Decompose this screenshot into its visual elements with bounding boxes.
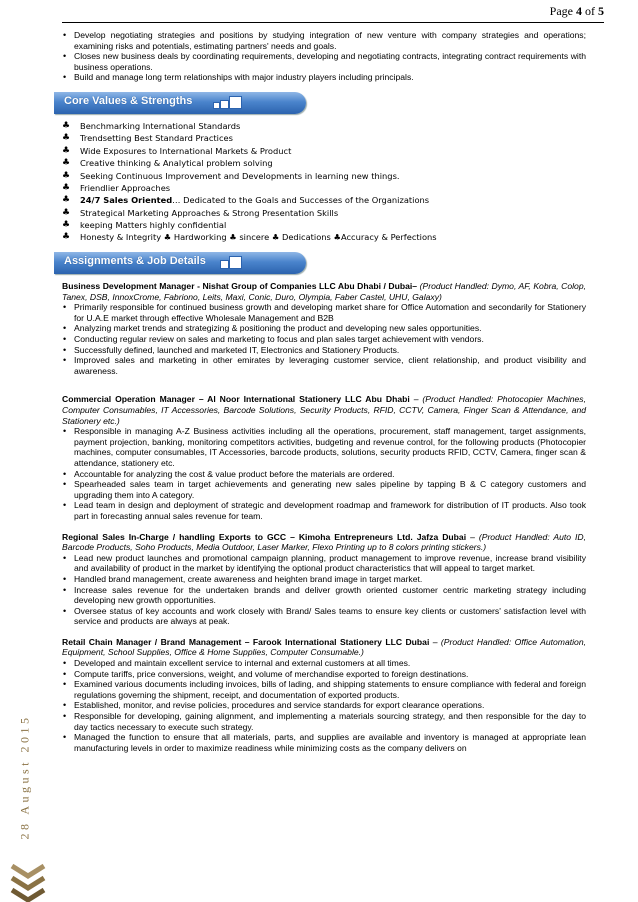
list-item: ♣ Benchmarking International Standards — [62, 120, 241, 131]
list-item: • Analyzing market trends and strategizing & positioning the product and developing new sales opportunities. — [60, 323, 586, 334]
job-entry — [60, 281, 586, 376]
job-entry — [60, 532, 586, 627]
list-item: • Managed the function to ensure that all materials, parts, and supplies are available and inventory is managed at appropriate lean manufacturing levels in order to maximize readiness while minimizing costs as the company delivers on — [60, 732, 586, 753]
job-heading: Retail Chain Manager / Brand Management – Farook International Stationery LLC Dubai – (Product Handled: Office Automation, Equipment, School Supplies, Office & Home Supplies, Computer Consumable.) — [62, 636, 586, 658]
page-total: 5 — [598, 4, 604, 18]
page-number — [550, 4, 604, 19]
club-icon: ♣ — [62, 120, 71, 131]
list-item: • Conducting regular review on sales and marketing to focus and plan sales target achievement with vendors. — [60, 334, 586, 345]
section-title: Core Values & Strengths — [64, 94, 193, 107]
club-icon: ♣ — [62, 145, 71, 156]
job-bullets — [60, 302, 586, 376]
list-item: ♣ Trendsetting Best Standard Practices — [62, 133, 233, 144]
job-heading: Business Development Manager - Nishat Group of Companies LLC Abu Dhabi / Dubai– (Product Handled: Dymo, AF, Kobra, Colop, Tanex, DSB, InnoxCrome, Fabriono, Leits, Maxi, Conic, Duro, Olympia, Faber Castel, UHU, Galaxy) — [62, 281, 587, 302]
list-item: ♣ Honesty & Integrity ♣ Hardworking ♣ sincere ♣ Dedications ♣Accuracy & Perfections — [62, 232, 437, 243]
intro-list — [60, 30, 586, 83]
page-current: 4 — [576, 4, 582, 18]
list-item: • Accountable for analyzing the cost & value product before the materials are ordered. — [60, 469, 586, 480]
list-item: • Primarily responsible for continued business growth and developing market share for Office Automation and secondarily for Stationery for U.A.E market through effective Wholesale Management and B2B — [60, 302, 586, 323]
list-item: • Examined various documents including invoices, bills of lading, and shipping statements to ensure compliance with federal and foreign regulations governing the shipment, receipt, and documentation of exported products. — [60, 679, 586, 700]
job-entry — [60, 394, 586, 521]
core-values-banner — [54, 89, 586, 115]
list-item: • Successfully defined, launched and marketed IT, Electronics and Stationery Products. — [60, 345, 586, 356]
list-item: ♣ 24/7 Sales Oriented… Dedicated to the Goals and Successes of the Organizations — [62, 195, 430, 206]
list-item: • Compute tariffs, price conversions, weight, and volume of merchandise exported to foreign destinations. — [60, 669, 586, 680]
side-date: 28 August 2015 — [17, 714, 32, 840]
club-icon: ♣ — [62, 170, 71, 181]
list-item: • Spearheaded sales team in target achievements and generating new sales pipeline by tapping B & C category customers and upgrading them into A category. — [60, 479, 586, 500]
list-item: ♣ Strategical Marketing Approaches & Strong Presentation Skills — [62, 207, 339, 218]
club-icon: ♣ — [62, 220, 71, 231]
club-icon: ♣ — [62, 182, 71, 193]
list-item: ♣ Creative thinking & Analytical problem solving — [62, 158, 273, 169]
page-of: of — [585, 4, 595, 18]
club-icon: ♣ — [62, 133, 71, 144]
job-heading: Regional Sales In-Charge / handling Exports to GCC – Kimoha Entrepreneurs Ltd. Jafza Dubai – (Product Handled: Auto ID, Barcode Products, Soho Products, Media Outdoor, Laser Marker, Flexo Printing up to 8 colors printing stickers.) — [62, 531, 587, 553]
list-item: • Closes new business deals by coordinating requirements, developing and negotiating contracts, integrating contract requirements with business operations. — [60, 51, 586, 72]
list-item: ♣ Wide Exposures to International Markets & Product — [62, 145, 292, 156]
list-item: • Responsible for developing, gaining alignment, and implementing a materials sourcing strategy, and then responsible for the day to day tactics necessary to execute such strategy. — [60, 711, 586, 732]
club-icon: ♣ — [62, 207, 71, 218]
list-item: • Increase sales revenue for the undertaken brands and deliver growth oriented customer centric marketing strategy including developing new growth opportunities. — [60, 585, 586, 606]
list-item: • Handled brand management, create awareness and heighten brand image in target market. — [60, 574, 586, 585]
club-icon: ♣ — [62, 158, 71, 169]
header-rule — [62, 22, 604, 23]
club-icon: ♣ — [62, 195, 71, 206]
list-item: • Developed and maintain excellent service to internal and external customers at all times. — [60, 658, 586, 669]
job-entry — [60, 637, 586, 754]
page-content — [60, 30, 586, 753]
chevron-down-icon — [8, 862, 48, 902]
list-item: • Build and manage long term relationships with major industry players including principals. — [60, 72, 586, 83]
list-item: • Develop negotiating strategies and positions by studying integration of new venture with company strategies and operations; examining risks and potentials, estimating partners' needs and goals. — [60, 30, 586, 51]
job-bullets — [60, 658, 586, 753]
list-item: ♣ Seeking Continuous Improvement and Developments in learning new things. — [62, 170, 400, 181]
job-heading: Commercial Operation Manager – Al Noor International Stationery LLC Abu Dhabi – (Product Handled: Photocopier Machines, Computer Consumables, IT Accessories, Barcode Solutions, Security Products, RFID, CCTV, Camera, Finger Scan & Attendance, and Stationery etc.) — [62, 394, 586, 426]
list-item: ♣ Friendlier Approaches — [62, 182, 171, 193]
list-item: ♣ keeping Matters highly confidential — [62, 220, 227, 231]
list-item: • Lead new product launches and promotional campaign planning, product management to improve revenue, increase brand visibility and availability of product in the market by identifying the optional product characteristics that will appeal to target market. — [60, 553, 586, 574]
section-title: Assignments & Job Details — [64, 255, 206, 268]
list-item: • Established, monitor, and revise policies, procedures and service standards for export clearance operations. — [60, 700, 586, 711]
club-icon: ♣ — [62, 232, 71, 243]
list-item: • Responsible in managing A-Z Business activities including all the operations, procurement, staff management, target assignments, payment projection, banking, monitoring competitors activities, budgeting and revenue control, for the following products (Photocopier machines, computer consumables, IT Accessories, barcode products, solutions, security products RFID, CCTV, Camera, finger scan & attendance, stationery etc. — [60, 426, 586, 468]
assignments-banner — [54, 249, 586, 275]
page-label: Page — [549, 4, 573, 18]
list-item: • Improved sales and marketing in other emirates by leveraging customer service, client relationship, and product visibility and awareness. — [60, 355, 586, 376]
core-values-list — [60, 121, 586, 243]
list-item: • Oversee status of key accounts and work closely with Brand/ Sales teams to ensure key clients or customers' satisfaction level with service and products are always at peak. — [60, 606, 586, 627]
job-bullets — [60, 553, 586, 627]
job-bullets — [60, 426, 586, 521]
list-item: • Lead team in design and deployment of strategic and development roadmap and framework for distribution of IT products. Also took part in forecasting annual sales revenue for team. — [60, 500, 586, 521]
